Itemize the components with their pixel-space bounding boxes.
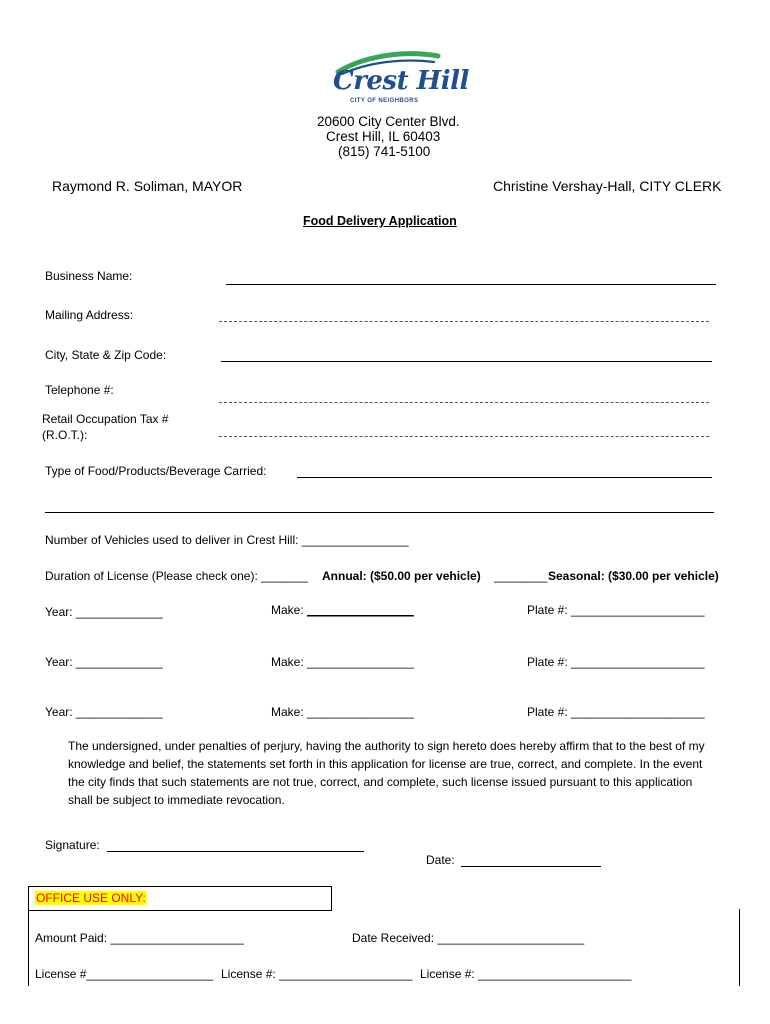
- vehicle-1-make-value[interactable]: ________________: [307, 603, 414, 617]
- amount-paid-field[interactable]: Amount Paid: ____________________: [35, 931, 244, 945]
- vehicle-2-make[interactable]: Make: ________________: [271, 655, 414, 669]
- date-input[interactable]: [461, 866, 601, 867]
- signature-label: Signature:: [45, 838, 100, 852]
- signature-input[interactable]: [107, 851, 364, 852]
- food-type-input[interactable]: [297, 477, 712, 478]
- rot-input[interactable]: [219, 436, 709, 437]
- vehicle-1-make[interactable]: [271, 603, 414, 617]
- license-2-field[interactable]: License #: ____________________: [221, 967, 413, 981]
- food-type-input-line2[interactable]: [45, 512, 714, 513]
- vehicle-3-year[interactable]: Year: _____________: [45, 705, 163, 719]
- business-name-label: Business Name:: [45, 269, 133, 283]
- date-label: Date:: [426, 853, 455, 867]
- seasonal-checkbox-blank[interactable]: ________: [494, 569, 548, 583]
- rot-label-line1: Retail Occupation Tax #: [42, 412, 169, 426]
- annual-option: Annual: ($50.00 per vehicle): [322, 569, 481, 583]
- vehicle-3-make[interactable]: Make: ________________: [271, 705, 414, 719]
- vehicle-1-year[interactable]: Year: _____________: [45, 605, 163, 619]
- address-city: Crest Hill, IL 60403: [326, 129, 441, 144]
- mailing-address-input[interactable]: [219, 321, 709, 322]
- vehicle-3-plate[interactable]: Plate #: ____________________: [527, 705, 705, 719]
- form-title: Food Delivery Application: [303, 214, 457, 228]
- seasonal-option: Seasonal: ($30.00 per vehicle): [548, 569, 719, 583]
- num-vehicles-field[interactable]: Number of Vehicles used to deliver in Crest Hill: ________________: [45, 533, 409, 547]
- rot-label-line2: (R.O.T.):: [42, 428, 88, 442]
- logo-wordmark: Crest Hill: [333, 66, 469, 96]
- business-name-input[interactable]: [226, 284, 716, 285]
- duration-label[interactable]: Duration of License (Please check one): _______: [45, 569, 308, 583]
- address-street: 20600 City Center Blvd.: [317, 114, 460, 129]
- affirmation-text: The undersigned, under penalties of perjury, having the authority to sign hereto does hereby affirm that to the best of my knowledge and belief, the statements set forth in this application for license are true, correct, and complete. In the event the city finds that such statements are not true, correct, and complete, such license issued pursuant to this application shall be subject to immediate revocation.: [68, 739, 705, 807]
- city-state-zip-label: City, State & Zip Code:: [45, 348, 167, 362]
- date-received-field[interactable]: Date Received: ______________________: [352, 931, 585, 945]
- address-phone: (815) 741-5100: [338, 144, 431, 159]
- vehicle-1-make-label: Make:: [271, 603, 308, 617]
- office-use-box: [28, 886, 332, 911]
- license-1-field[interactable]: License #___________________: [35, 967, 214, 981]
- vehicle-1-plate[interactable]: Plate #: ____________________: [527, 603, 705, 617]
- clerk-name: Christine Vershay-Hall, CITY CLERK: [493, 178, 722, 194]
- mailing-address-label: Mailing Address:: [45, 308, 134, 322]
- city-state-zip-input[interactable]: [221, 361, 712, 362]
- office-use-heading: OFFICE USE ONLY:: [36, 891, 146, 905]
- logo-tagline: CITY OF NEIGHBORS: [350, 98, 419, 104]
- food-type-label: Type of Food/Products/Beverage Carried:: [45, 464, 267, 478]
- telephone-label: Telephone #:: [45, 383, 114, 397]
- telephone-input[interactable]: [219, 402, 709, 403]
- mayor-name: Raymond R. Soliman, MAYOR: [52, 178, 243, 194]
- license-3-field[interactable]: License #: _______________________: [420, 967, 632, 981]
- vehicle-2-year[interactable]: Year: _____________: [45, 655, 163, 669]
- vehicle-2-plate[interactable]: Plate #: ____________________: [527, 655, 705, 669]
